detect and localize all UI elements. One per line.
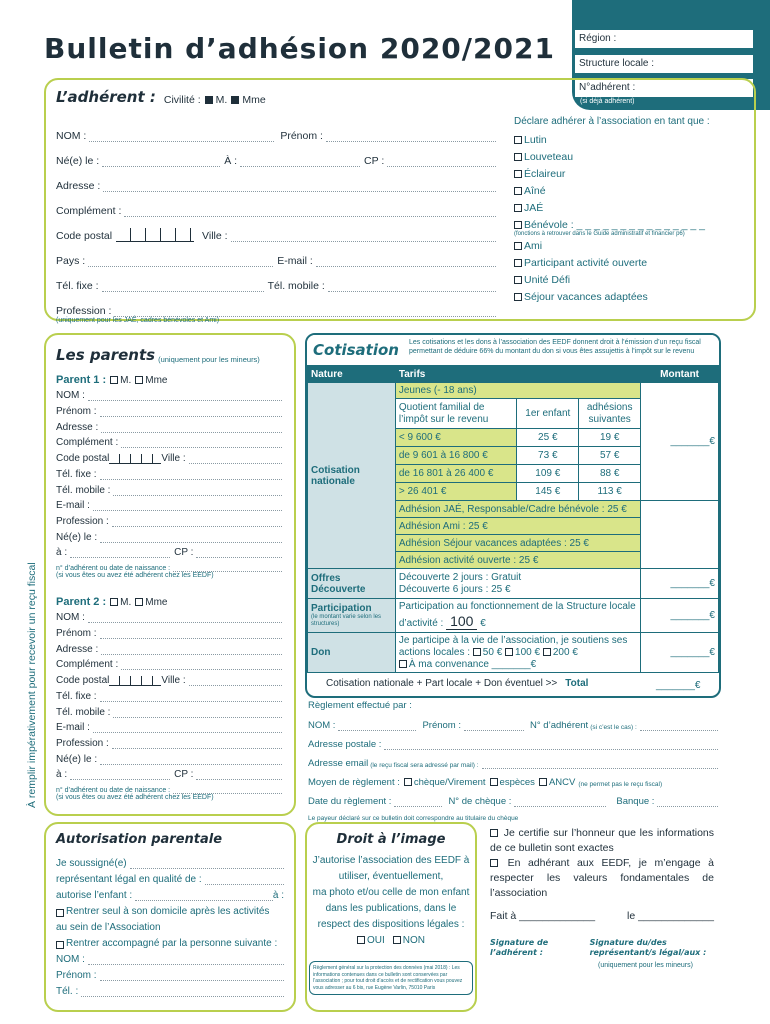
tel-mobile-label: Tél. mobile : [267,280,325,292]
adherent-fields [56,117,496,324]
signature-representant[interactable]: Signature du/des représentant/s légal/aux : [589,938,707,957]
ville-input[interactable] [189,454,282,464]
nom-input[interactable] [88,613,282,623]
parent2-block [56,592,282,801]
num-note-2: (si vous êtes ou avez été adhérent chez les EEDF) [56,794,214,802]
offres-label: Offres Découverte [308,569,396,599]
don-convenance-label: À ma convenance _______€ [408,658,537,670]
next-adhesions-label: adhésions suivantes [579,399,641,429]
banque-label: Banque : [616,796,655,807]
montant-don[interactable] [641,633,719,673]
cp-label: CP : [174,547,194,559]
parents-subtitle: (uniquement pour les mineurs) [158,355,260,364]
droit-line: ma photo et/ou celle de mon enfant [312,887,470,898]
num-note: n° d’adhérent ou date de naissance : [56,565,171,573]
tel-fixe-label: Tél. fixe : [56,468,97,480]
email-label: Adresse email [308,758,369,769]
banque-input[interactable] [657,797,718,807]
checkbox[interactable] [514,204,522,212]
m-label: M. [120,374,132,386]
email-input[interactable] [93,723,282,733]
checkbox-cheque[interactable] [404,778,412,786]
structure-field[interactable]: Structure locale : [575,55,753,73]
montant-participation[interactable] [641,599,719,633]
date-label: Date du règlement : [308,796,392,807]
a-label: À : [224,155,238,167]
email-input[interactable] [482,759,718,769]
reglement-title: Règlement effectué par : [308,700,412,711]
profession-input[interactable] [114,307,496,317]
num-input[interactable] [173,562,282,572]
ne-le-input[interactable] [102,157,220,167]
option-louveteau[interactable] [514,151,744,163]
a-label: à : [56,769,68,781]
email-label: E-mail : [277,255,313,267]
qf-label: Quotient familial de l’impôt sur le revenu [395,399,517,429]
checkbox-ancv[interactable] [539,778,547,786]
num-note-2: (si vous êtes ou avez été adhérent chez les EEDF) [56,572,214,580]
tarifs-table [307,365,719,673]
benevole-blank: _ _ _ _ _ _ _ _ _ _ _ _ _ _ _ [576,219,705,231]
tel-mobile-input[interactable] [113,708,282,718]
num-note: n° d’adhérent ou date de naissance : [56,787,171,795]
code-postal-input[interactable] [116,228,194,242]
droit-line: dans les publications, dans le [325,903,457,914]
option-label: Lutin [524,134,547,146]
a-label: à : [272,890,284,901]
code-postal-input[interactable] [109,454,161,464]
checkbox-mme[interactable] [135,598,143,606]
tarif-range: de 9 601 à 16 800 € [395,447,517,465]
cheque-label: chèque/Virement [413,777,486,788]
don-text: Je participe à la vie de l’association, je soutiens ses actions locales : [398,634,628,658]
complement-label: Complément : [56,205,122,217]
signature-adherent[interactable]: Signature de l’adhérent : [490,938,549,957]
adhesion-type-list [514,116,744,308]
profession-label: Profession : [56,305,112,317]
autorise-label: autorise l’enfant : [56,890,133,901]
checkbox-certif[interactable] [490,829,498,837]
option-label: Ami [524,240,543,252]
declare-label: Déclare adhérer à l’association en tant que : [514,116,710,127]
jeunes-label: Jeunes (- 18 ans) [395,383,640,399]
cp-input[interactable] [387,157,496,167]
date-input[interactable] [394,797,442,807]
civilite-label: Civilité : [163,94,201,106]
adhesion-activite: Adhésion activité ouverte : 25 € [395,552,640,569]
vertical-note: À remplir impérativement pour recevoir un reçu fiscal [26,562,38,808]
checkbox[interactable] [514,221,522,229]
engage-text: En adhérant aux EEDF, je m’engage à respecter les valeurs fondamentales de l’association [490,857,714,899]
tarif-range: de 16 801 à 26 400 € [395,465,517,483]
checkbox-mme[interactable] [231,96,239,104]
ville-label: Ville : [202,230,228,242]
cp-input[interactable] [196,548,282,558]
tel-fixe-label: Tél. fixe : [56,280,99,292]
checkbox[interactable] [514,153,522,161]
participation-label: Participation [311,603,372,615]
total-label: Cotisation nationale + Part locale + Don éventuel >> [326,678,558,689]
montant-empty [641,501,719,569]
num-input[interactable] [173,784,282,794]
email-label: E-mail : [56,500,90,512]
participation-value[interactable]: 100 [446,613,477,630]
non-label: NON [402,935,425,946]
ancv-note: (ne permet pas le reçu fiscal) [578,781,663,788]
parent1-block [56,370,282,579]
tarif-first: 145 € [517,483,579,501]
nom-label: NOM : [56,612,85,624]
association-label: au sein de l’Association [56,922,161,933]
option-label: Bénévole : [524,219,574,231]
montant-cotisation[interactable] [641,383,719,501]
checkbox-non[interactable] [393,936,401,944]
checkbox-mme[interactable] [135,376,143,384]
code-postal-label: Code postal [56,230,113,242]
nom-label: NOM : [56,130,87,142]
decouverte-2-jours: Découverte 2 jours : Gratuit [398,571,522,583]
autorisation-title: Autorisation parentale [56,832,223,847]
option-label: Louveteau [524,151,574,163]
accompagne-label: Rentrer accompagné par la personne suivante : [66,938,278,949]
checkbox-m[interactable] [205,96,213,104]
adresse-input[interactable] [103,182,496,192]
adresse-label: Adresse : [56,421,99,433]
euro-blank: _______€ [670,647,715,658]
tarif-first: 109 € [517,465,579,483]
moyen-label: Moyen de règlement : [308,777,400,788]
don-50-label: 50 € [482,646,503,658]
parents-title: Les parents [56,346,156,364]
droit-line: J’autorise l’association des EEDF à [312,855,470,866]
nom-label: NOM : [56,390,85,402]
checkbox-engage[interactable] [490,859,498,867]
checkbox-don-convenance[interactable] [399,660,407,668]
num-cheque-label: N° de chèque : [448,796,512,807]
prenom-label: Prénom : [280,130,323,142]
email-input[interactable] [93,501,282,511]
prenom-label: Prénom : [422,720,461,731]
checkbox[interactable] [514,259,522,267]
a-input[interactable] [240,157,360,167]
rgpd-note: Règlement général sur la protection des données (mai 2018) : Les informations contenues dans ce bulletin sont conservées par l’association ; pour tout droit d’accès et de rectification vous pouvez vous adresser au 6 bis, rue Eugène Varlin, 75010 Paris [309,961,473,995]
rentrer-seul-label: Rentrer seul à son domicile après les activités [66,906,270,917]
option-sejour[interactable] [514,291,744,303]
total-word: Total [565,678,589,689]
adresse-label: Adresse postale : [308,739,382,750]
nom-label: NOM : [56,954,85,965]
prenom-input[interactable] [100,407,282,417]
a-input[interactable] [70,770,170,780]
tarif-next: 113 € [579,483,641,501]
fait-a-field[interactable]: Fait à _____________ [490,910,596,922]
option-jae[interactable] [514,202,744,214]
parent1-title: Parent 1 : [56,373,107,386]
nom-input[interactable] [88,391,282,401]
nature-cotisation: Cotisation nationale [308,383,396,569]
checkbox-accompagne[interactable] [56,941,64,949]
adhesion-jae: Adhésion JAÉ, Responsable/Cadre bénévole : 25 € [395,501,640,518]
don-label: Don [308,633,396,673]
ne-le-label: Né(e) le : [56,753,98,765]
mme-label: Mme [145,596,168,608]
code-postal-input[interactable] [109,676,161,686]
total-row [326,678,588,689]
droit-line: utiliser, éventuellement, [338,871,444,882]
adherent-title: L’adhérent : [56,88,156,106]
decouverte-6-jours: Découverte 6 jours : 25 € [398,583,511,595]
cp-label: CP : [174,769,194,781]
oui-label: OUI [366,935,385,946]
prenom-input[interactable] [464,721,524,731]
option-unite-defi[interactable] [514,274,744,286]
ne-le-label: Né(e) le : [56,531,98,543]
nom-input[interactable] [338,721,416,731]
complement-input[interactable] [124,207,496,217]
certif-text: Je certifie sur l’honneur que les informations de ce bulletin sont exactes [490,827,715,854]
option-benevole[interactable] [514,219,744,231]
checkbox[interactable] [514,276,522,284]
ville-label: Ville : [161,675,186,687]
region-field[interactable]: Région : [575,30,753,48]
a-label: à : [56,547,68,559]
m-label: M. [215,94,228,106]
prenom-label: Prénom : [56,406,97,418]
code-postal-label: Code postal [56,675,110,687]
complement-label: Complément : [56,659,119,671]
profession-label: Profession : [56,737,109,749]
total-value[interactable]: _______€ [656,680,701,691]
option-label: Participant activité ouverte [524,257,648,269]
header-nature: Nature [308,366,396,383]
don-200-label: 200 € [552,646,578,658]
checkbox[interactable] [514,242,522,250]
option-label: Aîné [524,185,546,197]
option-label: Éclaireur [524,168,566,180]
num-cheque-input[interactable] [514,797,606,807]
adresse-input[interactable] [101,645,282,655]
prenom-label: Prénom : [56,970,97,981]
nom-input[interactable] [89,132,274,142]
prenom-label: Prénom : [56,628,97,640]
checkbox-m[interactable] [110,376,118,384]
ville-input[interactable] [189,676,282,686]
checkbox[interactable] [514,136,522,144]
option-label: JAÉ [524,202,544,214]
pays-input[interactable] [88,257,273,267]
cp-input[interactable] [196,770,282,780]
option-activite-ouverte[interactable] [514,257,744,269]
checkbox-don-200[interactable] [543,648,551,656]
a-input[interactable] [70,548,170,558]
droit-line: respect des dispositions légales : [317,919,465,930]
checkbox-m[interactable] [110,598,118,606]
payeur-note: Le payeur déclaré sur ce bulletin doit correspondre au titulaire du chèque [308,815,519,822]
nom-input[interactable] [88,955,284,965]
tarif-next: 88 € [579,465,641,483]
complement-label: Complément : [56,437,119,449]
tel-fixe-input[interactable] [100,692,282,702]
participation-text: Participation au fonctionnement de la Structure locale d’activité : [398,601,636,629]
pays-label: Pays : [56,255,86,267]
especes-label: espèces [499,777,535,788]
signature-note: (uniquement pour les mineurs) [598,962,693,969]
profession-label: Profession : [56,515,109,527]
tarif-first: 73 € [517,447,579,465]
checkbox-seul[interactable] [56,909,64,917]
mme-label: Mme [242,94,266,106]
adherent-header [56,88,266,106]
tel-mobile-input[interactable] [328,282,496,292]
option-ami[interactable] [514,240,744,252]
complement-input[interactable] [121,438,282,448]
tel-mobile-label: Tél. mobile : [56,484,111,496]
page-title: Bulletin d’adhésion 2020/2021 [44,32,555,65]
soussigne-label: Je soussigné(e) [56,858,127,869]
email-label: E-mail : [56,722,90,734]
checkbox[interactable] [514,293,522,301]
checkbox-especes[interactable] [490,778,498,786]
reglement-section [308,700,724,822]
option-label: Séjour vacances adaptées [524,291,648,303]
adresse-input[interactable] [384,740,718,750]
tel-fixe-input[interactable] [102,282,264,292]
option-aine[interactable] [514,185,744,197]
tel-mobile-label: Tél. mobile : [56,706,111,718]
adresse-input[interactable] [101,423,282,433]
checkbox[interactable] [514,170,522,178]
adhesion-sejour: Adhésion Séjour vacances adaptées : 25 € [395,535,640,552]
tel-fixe-label: Tél. fixe : [56,690,97,702]
autorisation-content [56,832,284,997]
nom-label: NOM : [308,720,336,731]
option-lutin[interactable] [514,134,744,146]
email-input[interactable] [316,257,496,267]
adhesion-ami: Adhésion Ami : 25 € [395,518,640,535]
euro-blank: _______€ [670,610,715,621]
droit-image-content [309,832,473,995]
ville-label: Ville : [161,453,186,465]
cotisation-header [307,335,719,365]
option-eclaireur[interactable] [514,168,744,180]
prenom-input[interactable] [100,971,284,981]
participation-euro: € [480,618,486,629]
num-note: (si c’est le cas) : [590,724,637,731]
option-label: Unité Défi [524,274,571,286]
checkbox-oui[interactable] [357,936,365,944]
adresse-label: Adresse : [56,643,99,655]
tel-mobile-input[interactable] [113,486,282,496]
prenom-input[interactable] [100,629,282,639]
profession-input[interactable] [112,517,282,527]
ne-le-label: Né(e) le : [56,155,100,167]
cotisation-section [305,333,721,698]
parents-header [56,346,260,364]
enfant-input[interactable] [135,891,273,901]
montant-offres[interactable] [641,569,719,599]
tel-label: Tél. : [56,986,79,997]
ancv-label: ANCV [548,777,576,788]
participation-note: (le montant varie selon les structures) [311,614,382,627]
benevole-note: (fonctions à retrouver dans le Guide administratif et financier p6) [514,231,685,237]
complement-input[interactable] [121,660,282,670]
soussigne-input[interactable] [130,859,284,869]
adresse-label: Adresse : [56,180,101,192]
numero-note: (si déjà adhérent) [580,98,635,105]
num-input[interactable] [640,721,718,731]
email-note: (le reçu fiscal sera adressé par mail) : [370,762,479,769]
ne-le-input[interactable] [100,533,282,543]
tarif-first: 25 € [517,429,579,447]
tel-input[interactable] [81,987,284,997]
parent2-title: Parent 2 : [56,595,107,608]
profession-note: (uniquement pour les JAÉ, cadres bénévoles et Ami) [56,317,220,324]
droit-title: Droit à l’image [336,832,446,847]
representant-label: représentant légal en qualité de : [56,874,202,885]
ville-input[interactable] [231,232,496,242]
m-label: M. [120,596,132,608]
num-label: N° d’adhérent [530,720,589,731]
checkbox-don-50[interactable] [473,648,481,656]
don-100-label: 100 € [515,646,541,658]
first-child-label: 1er enfant [517,399,579,429]
checkbox-don-100[interactable] [505,648,513,656]
cp-label: CP : [364,155,385,167]
cotisation-title: Cotisation [313,341,399,359]
tarif-next: 19 € [579,429,641,447]
cotisation-note: Les cotisations et les dons à l’association des EEDF donnent droit à l’émission d’un reçu fiscal permettant de déduire 66% du montant du don si vous êtes assujettis à l’impôt sur le revenu [409,339,701,356]
checkbox[interactable] [514,187,522,195]
tarif-next: 57 € [579,447,641,465]
mme-label: Mme [145,374,168,386]
tarif-range: < 9 600 € [395,429,517,447]
profession-input[interactable] [112,739,282,749]
euro-blank: _______€ [670,436,715,447]
certification [490,826,714,973]
tel-fixe-input[interactable] [100,470,282,480]
euro-blank: _______€ [670,578,715,589]
header-tarifs: Tarifs [395,366,640,383]
tarif-range: > 26 401 € [395,483,517,501]
numero-adherent-field[interactable]: N°adhérent : [575,79,753,97]
ne-le-input[interactable] [100,755,282,765]
header-montant: Montant [641,366,719,383]
le-field[interactable]: le _____________ [626,910,714,922]
code-postal-label: Code postal [56,453,110,465]
prenom-input[interactable] [326,132,496,142]
representant-input[interactable] [205,875,284,885]
